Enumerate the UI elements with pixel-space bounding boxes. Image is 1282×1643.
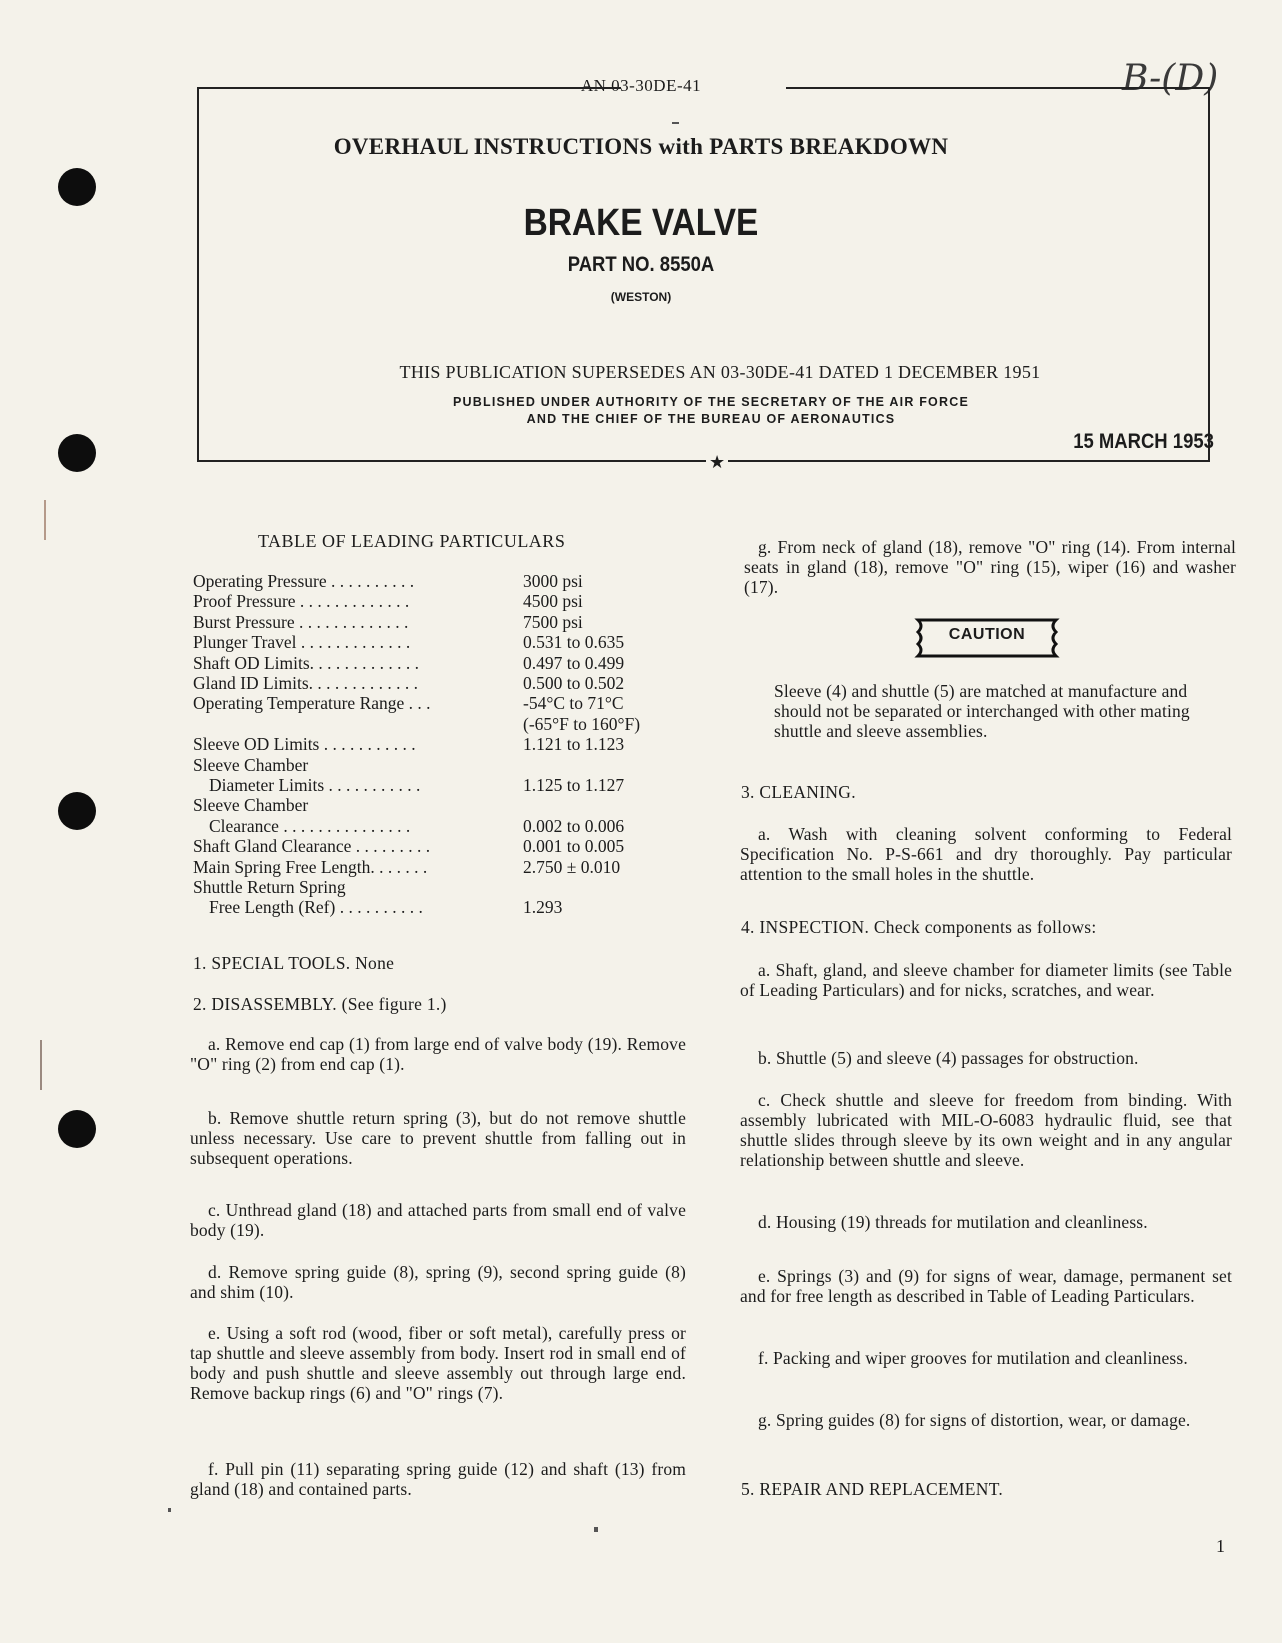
scan-speck: [44, 500, 46, 540]
leading-particular-value: (-65°F to 160°F): [523, 713, 641, 734]
binder-hole-lower: [58, 792, 96, 830]
special-tools-heading: 1. SPECIAL TOOLS. None: [193, 953, 395, 973]
inspection-step-b: b. Shuttle (5) and sleeve (4) passages for obstruction.: [758, 1048, 1139, 1068]
disassembly-step-f: f. Pull pin (11) separating spring guide (12) and shaft (13) from gland (18) and contained parts.: [190, 1459, 686, 1499]
leading-particular-label: Gland ID Limits. . . . . . . . . . . . .: [193, 673, 419, 693]
handwritten-note: B-(D): [1122, 58, 1219, 99]
header-box-top-left-rule: [197, 87, 621, 89]
leading-particular-value: 0.002 to 0.006: [523, 815, 625, 836]
inspection-step-g: g. Spring guides (8) for signs of distortion, wear, or damage.: [758, 1410, 1191, 1430]
leading-particular-label: Shaft OD Limits. . . . . . . . . . . . .: [193, 652, 420, 673]
inspection-step-d: d. Housing (19) threads for mutilation and cleanliness.: [758, 1212, 1148, 1232]
leading-particular-label: Plunger Travel . . . . . . . . . . . . .: [193, 632, 411, 653]
supersedes-notice: THIS PUBLICATION SUPERSEDES AN 03-30DE-41 DATED 1 DECEMBER 1951: [399, 362, 1041, 382]
leading-particular-label: Free Length (Ref) . . . . . . . . . .: [209, 897, 423, 918]
publication-number: AN 03-30DE-41: [580, 76, 702, 95]
binder-hole-middle: [58, 434, 96, 472]
leading-particular-label: Clearance . . . . . . . . . . . . . . .: [209, 815, 411, 836]
leading-particular-label: Proof Pressure . . . . . . . . . . . . .: [193, 591, 410, 612]
leading-particular-label: Shaft Gland Clearance . . . . . . . . .: [193, 836, 431, 857]
binder-hole-top: [58, 168, 96, 206]
inspection-step-c: c. Check shuttle and sleeve for freedom from binding. With assembly lubricated with MIL-O-6083 hydraulic fluid, see that shuttle slides through sleeve by its own weight and in any angular relationship between shuttle and sleeve.: [740, 1090, 1232, 1170]
leading-particular-value: 1.293: [523, 897, 563, 918]
cleaning-heading: 3. CLEANING.: [741, 782, 856, 802]
leading-particulars-title: TABLE OF LEADING PARTICULARS: [258, 531, 566, 551]
disassembly-step-g: g. From neck of gland (18), remove "O" ring (14). From internal seats in gland (18), remove "O" ring (15), wiper (16) and washer (17).: [744, 537, 1236, 597]
publication-date: 15 MARCH 1953: [1073, 430, 1214, 453]
scan-speck: [672, 122, 679, 124]
disassembly-step-d: d. Remove spring guide (8), spring (9), second spring guide (8) and shim (10).: [190, 1262, 686, 1302]
document-title: BRAKE VALVE: [523, 202, 759, 244]
star-divider: ★: [706, 452, 728, 473]
inspection-heading: 4. INSPECTION. Check components as follows:: [741, 917, 1097, 937]
leading-particular-label: Shuttle Return Spring: [193, 877, 346, 897]
authority-line-1: PUBLISHED UNDER AUTHORITY OF THE SECRETARY OF THE AIR FORCE: [453, 395, 969, 409]
authority-line-2: AND THE CHIEF OF THE BUREAU OF AERONAUTICS: [526, 412, 896, 426]
authority-block: [0, 394, 1282, 428]
leading-particular-label: Burst Pressure . . . . . . . . . . . . .: [193, 611, 409, 632]
caution-label: CAUTION: [948, 626, 1026, 643]
disassembly-step-b: b. Remove shuttle return spring (3), but do not remove shuttle unless necessary. Use care to prevent shuttle from falling out in subsequent operations.: [190, 1108, 686, 1168]
leading-particular-label: Main Spring Free Length. . . . . . .: [193, 856, 428, 877]
leading-particular-label: Sleeve OD Limits . . . . . . . . . . .: [193, 734, 416, 755]
inspection-step-f: f. Packing and wiper grooves for mutilation and cleanliness.: [758, 1348, 1188, 1368]
overhaul-title: OVERHAUL INSTRUCTIONS with PARTS BREAKDOWN: [333, 134, 949, 159]
leading-particular-value: -54°C to 71°C: [523, 693, 624, 714]
inspection-step-e: e. Springs (3) and (9) for signs of wear, damage, permanent set and for free length as described in Table of Leading Particulars.: [740, 1266, 1232, 1306]
leading-particular-value: 7500 psi: [523, 611, 583, 632]
manufacturer: (WESTON): [610, 290, 672, 304]
scan-speck: [168, 1508, 171, 1512]
cleaning-step-a: a. Wash with cleaning solvent conforming to Federal Specification No. P-S-661 and dry thoroughly. Pay particular attention to the small holes in the shuttle.: [740, 824, 1232, 884]
leading-particular-value: 0.497 to 0.499: [523, 652, 625, 673]
leading-particular-value: 0.531 to 0.635: [523, 632, 625, 653]
disassembly-heading: 2. DISASSEMBLY. (See figure 1.): [193, 994, 447, 1014]
leading-particular-label: Operating Temperature Range . . .: [193, 693, 431, 714]
part-number: PART NO. 8550A: [567, 253, 715, 276]
leading-particular-label: Sleeve Chamber: [193, 754, 309, 775]
header-box-top-right-rule: [786, 87, 1210, 89]
scan-speck: [594, 1527, 598, 1532]
leading-particular-value: 1.125 to 1.127: [523, 775, 625, 795]
leading-particular-value: 3000 psi: [523, 571, 583, 591]
leading-particular-label: Sleeve Chamber: [193, 795, 309, 816]
disassembly-step-e: e. Using a soft rod (wood, fiber or soft metal), carefully press or tap shuttle and sleeve assembly from body. Insert rod in small end of body and push shuttle and sleeve assembly out through large end. Remove backup rings (6) and "O" rings (7).: [190, 1323, 686, 1403]
leading-particular-value: 1.121 to 1.123: [523, 734, 625, 755]
leading-particular-label: Operating Pressure . . . . . . . . . .: [193, 571, 415, 591]
leading-particular-value: 0.001 to 0.005: [523, 836, 625, 857]
binder-hole-bottom: [58, 1110, 96, 1148]
leading-particular-value: 2.750 ± 0.010: [523, 856, 621, 877]
page-number: 1: [1216, 1536, 1225, 1556]
disassembly-step-a: a. Remove end cap (1) from large end of valve body (19). Remove "O" ring (2) from end cap (1).: [190, 1034, 686, 1074]
leading-particular-value: 0.500 to 0.502: [523, 673, 625, 693]
inspection-step-a: a. Shaft, gland, and sleeve chamber for diameter limits (see Table of Leading Particulars) and for nicks, scratches, and wear.: [740, 960, 1232, 1000]
caution-label-box: [912, 614, 1062, 662]
caution-text: Sleeve (4) and shuttle (5) are matched at manufacture and should not be separated or interchanged with other mating shuttle and sleeve assemblies.: [774, 681, 1190, 741]
repair-heading: 5. REPAIR AND REPLACEMENT.: [741, 1479, 1004, 1499]
leading-particular-value: 4500 psi: [523, 591, 583, 612]
leading-particular-label: Diameter Limits . . . . . . . . . . .: [209, 775, 421, 795]
scan-speck: [40, 1040, 42, 1090]
disassembly-step-c: c. Unthread gland (18) and attached parts from small end of valve body (19).: [190, 1200, 686, 1240]
